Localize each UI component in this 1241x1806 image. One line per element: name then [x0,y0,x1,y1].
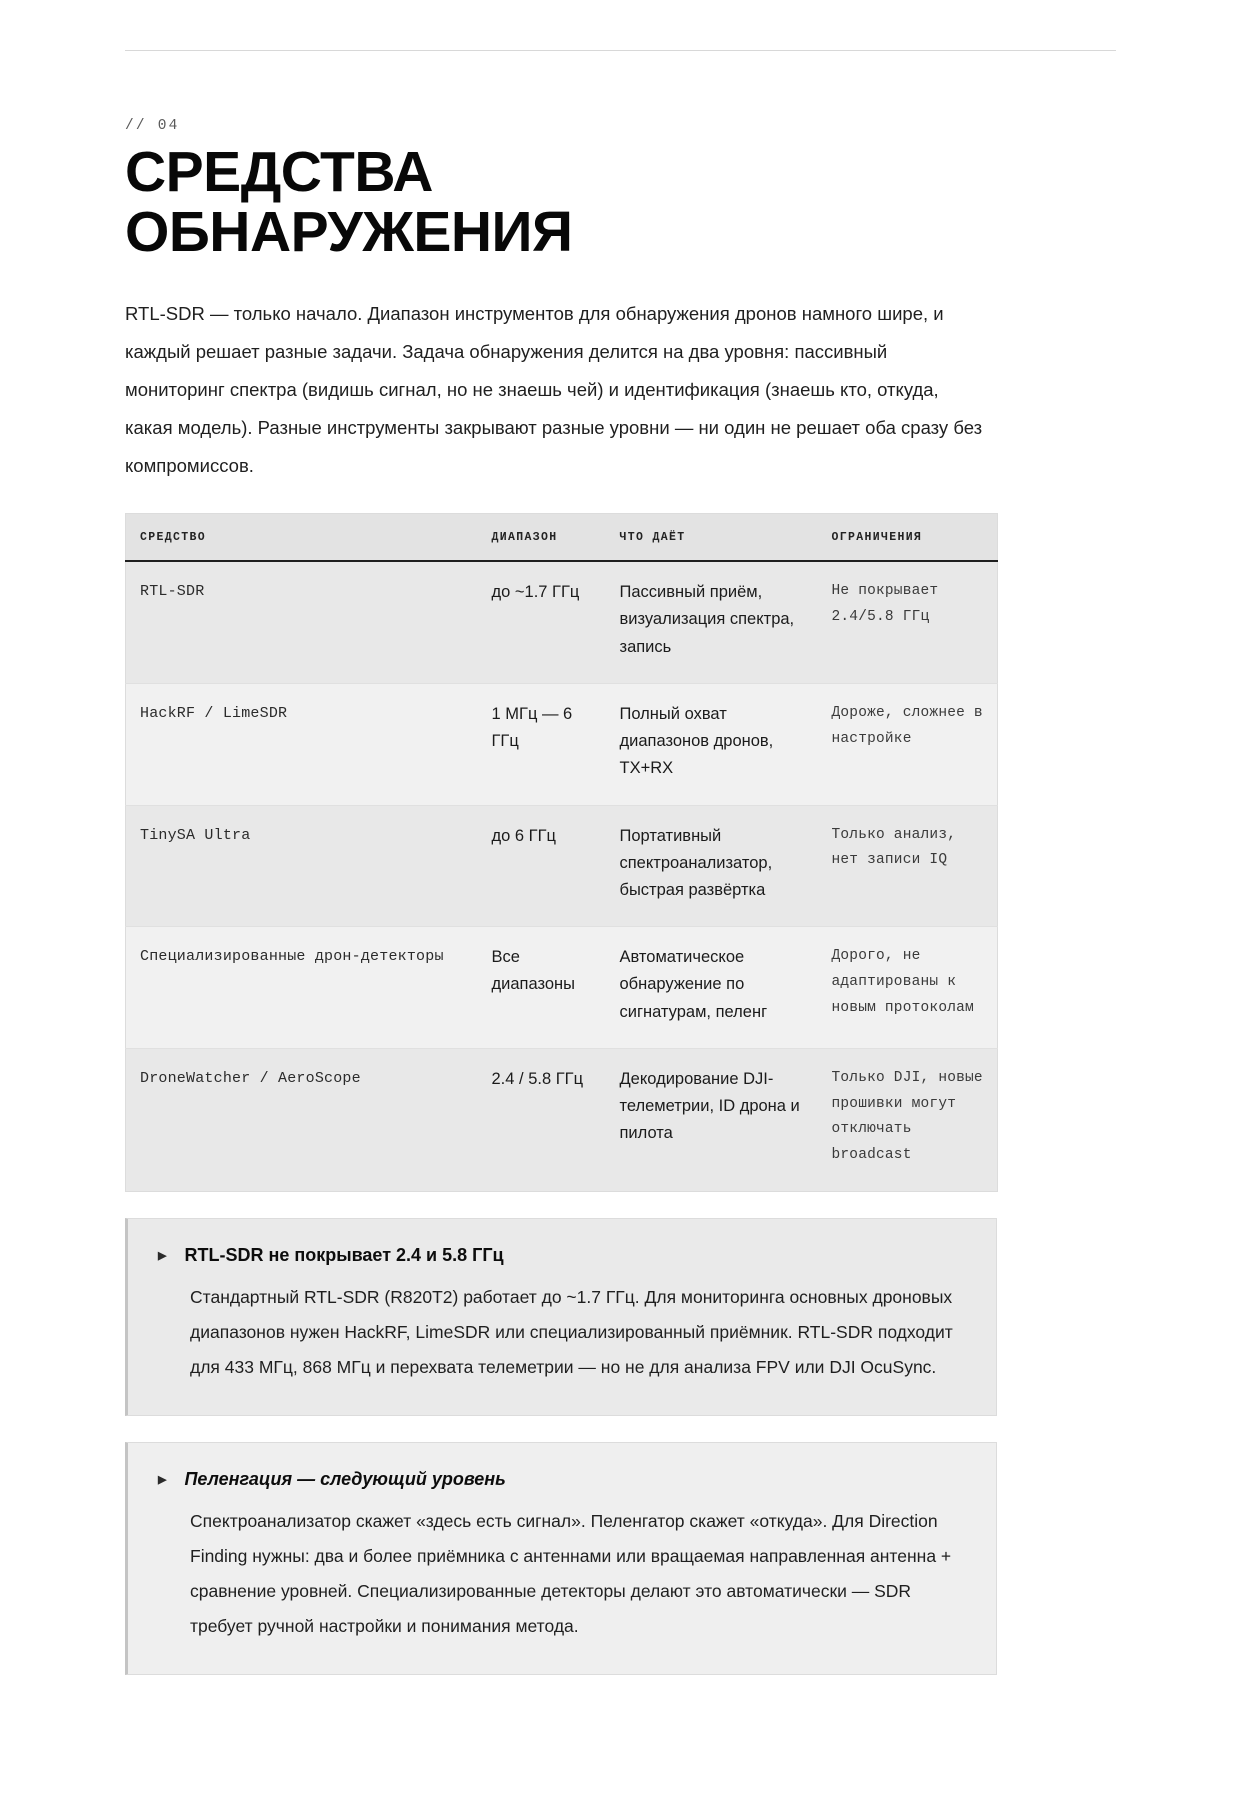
cell-limits: Дорого, не адаптированы к новым протоколам [818,927,998,1049]
triangle-bullet-icon: ▶ [158,1474,167,1487]
callout-heading-text: RTL-SDR не покрывает 2.4 и 5.8 ГГц [184,1245,504,1266]
cell-gives: Полный охват диапазонов дронов, TX+RX [606,683,818,805]
callout-direction-finding [125,1442,997,1675]
callout-heading [158,1245,962,1266]
callout-heading-text: Пеленгация — следующий уровень [184,1469,506,1490]
document-page [0,50,1241,1806]
table-row [126,683,998,805]
triangle-bullet-icon: ▶ [158,1250,167,1263]
cell-tool: HackRF / LimeSDR [126,683,478,805]
cell-tool: Специализированные дрон-детекторы [126,927,478,1049]
page-title-line-1: СРЕДСТВА [125,140,433,204]
cell-limits: Только анализ, нет записи IQ [818,805,998,927]
table-body [126,561,998,1191]
cell-range: 2.4 / 5.8 ГГц [478,1048,606,1191]
detection-tools-table [125,513,998,1192]
table-header-row [126,514,998,562]
cell-limits: Дороже, сложнее в настройке [818,683,998,805]
page-title-line-2: ОБНАРУЖЕНИЯ [125,199,573,264]
column-header-range: ДИАПАЗОН [478,514,606,562]
section-kicker: // 04 [125,118,180,134]
cell-range: до 6 ГГц [478,805,606,927]
cell-gives: Портативный спектроанализатор, быстрая развёртка [606,805,818,927]
cell-range: 1 МГц — 6 ГГц [478,683,606,805]
column-header-limits: ОГРАНИЧЕНИЯ [818,514,998,562]
table-row [126,805,998,927]
table-row [126,927,998,1049]
cell-limits: Не покрывает 2.4/5.8 ГГц [818,561,998,683]
callout-heading [158,1469,962,1490]
cell-tool: TinySA Ultra [126,805,478,927]
column-header-gives: ЧТО ДАЁТ [606,514,818,562]
cell-tool: RTL-SDR [126,561,478,683]
cell-range: Все диапазоны [478,927,606,1049]
callout-rtl-sdr-coverage [125,1218,997,1416]
cell-range: до ~1.7 ГГц [478,561,606,683]
cell-gives: Декодирование DJI-телеметрии, ID дрона и пилота [606,1048,818,1191]
page-title [125,140,1116,264]
intro-paragraph: RTL-SDR — только начало. Диапазон инструментов для обнаружения дронов намного шире, и каждый решает разные задачи. Задача обнаружения делится на два уровня: пассивный мониторинг спектра (видишь сигнал, но не знаешь чей) и идентификация (знаешь кто, откуда, какая модель). Разные инструменты закрывают разные уровни — ни один не решает оба сразу без компромиссов. [125,302,983,477]
cell-gives: Пассивный приём, визуализация спектра, запись [606,561,818,683]
table-row [126,561,998,683]
cell-limits: Только DJI, новые прошивки могут отключать broadcast [818,1048,998,1191]
table-head [126,514,998,562]
cell-tool: DroneWatcher / AeroScope [126,1048,478,1191]
callout-body-text: Спектроанализатор скажет «здесь есть сигнал». Пеленгатор скажет «откуда». Для Direction Finding нужны: два и более приёмника с антеннами или вращаемая направленная антенна + сравнение уровней. Специализированные детекторы делают это автоматически — SDR требует ручной настройки и понимания метода. [190,1511,952,1637]
top-divider [125,50,1116,51]
column-header-tool: СРЕДСТВО [126,514,478,562]
table-row [126,1048,998,1191]
cell-gives: Автоматическое обнаружение по сигнатурам, пеленг [606,927,818,1049]
callout-body-text: Стандартный RTL-SDR (R820T2) работает до ~1.7 ГГц. Для мониторинга основных дроновых диапазонов нужен HackRF, LimeSDR или специализированный приёмник. RTL-SDR подходит для 433 МГц, 868 МГц и перехвата телеметрии — но не для анализа FPV или DJI OcuSync. [190,1287,953,1378]
